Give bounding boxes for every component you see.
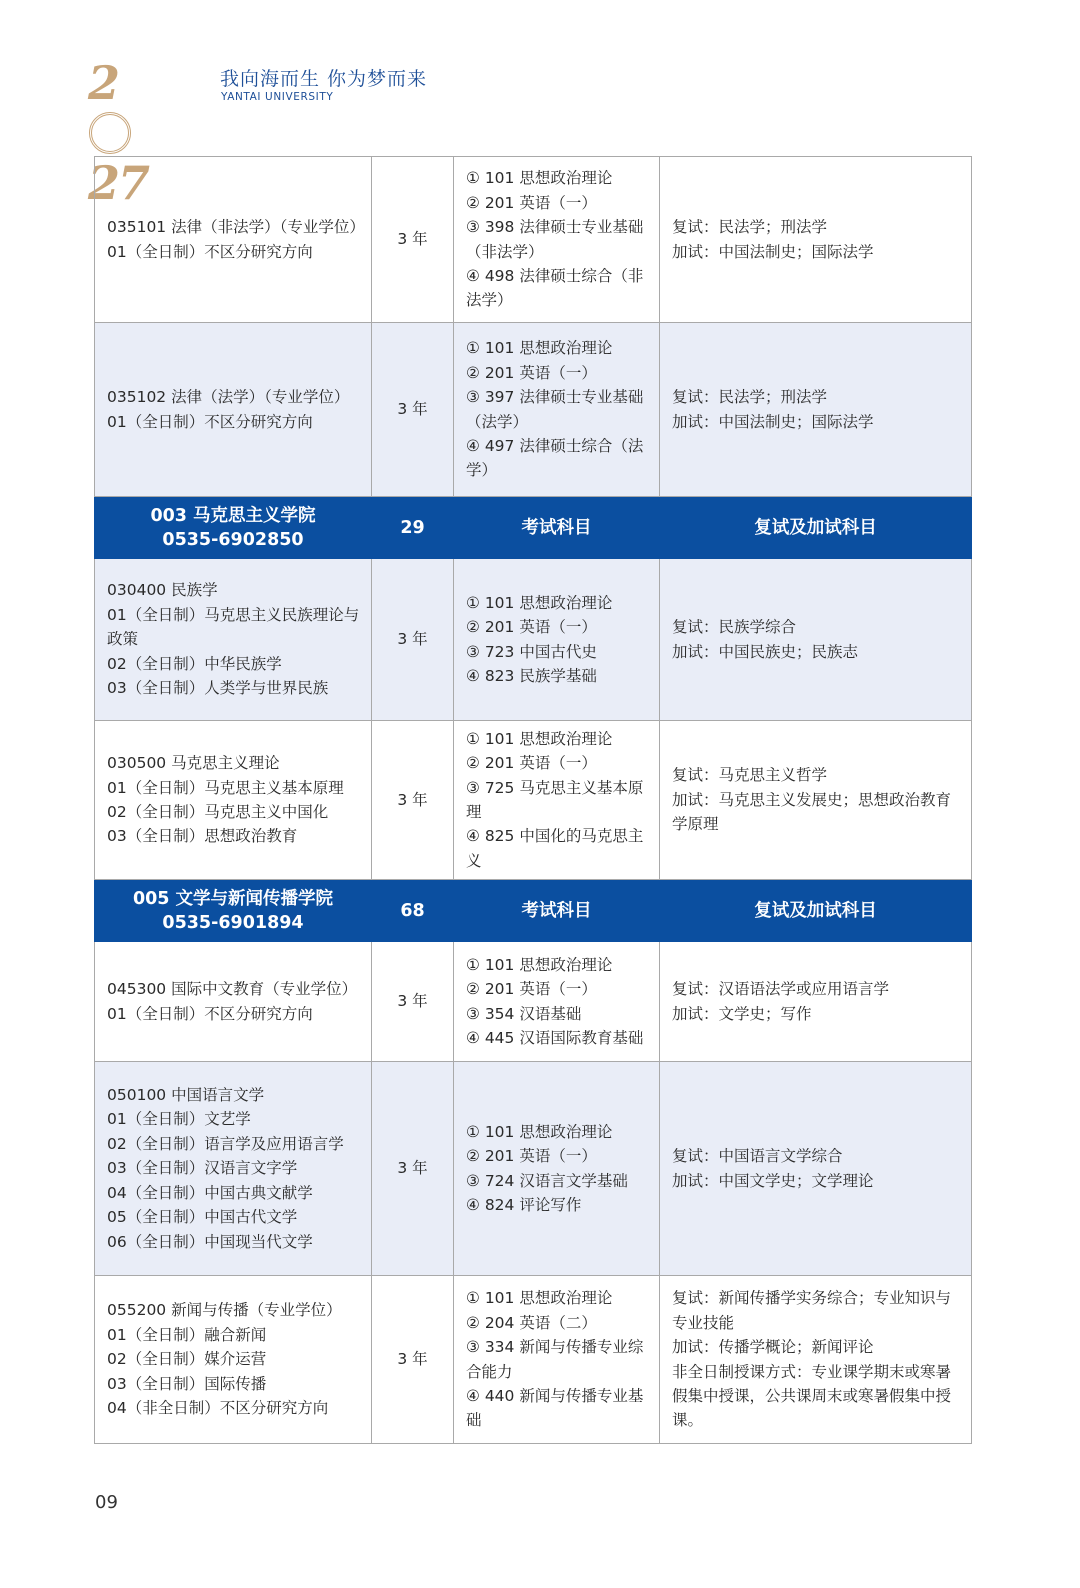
program-line: 01（全日制）融合新闻 [107, 1325, 267, 1344]
program-cell [95, 721, 372, 880]
enrollment-count: 68 [372, 880, 454, 942]
program-line: 01（全日制）不区分研究方向 [107, 412, 313, 431]
retest-line: 非全日制授课方式：专业课学期末或寒暑假集中授课，公共课周末或寒暑假集中授课。 [672, 1362, 952, 1430]
department-cell [95, 880, 372, 942]
retest-line: 加试：中国文学史；文学理论 [672, 1171, 874, 1190]
program-row [95, 942, 972, 1062]
exam-subject: ② 201 英语（一） [466, 363, 597, 382]
exam-subject: ③ 725 马克思主义基本原理 [466, 778, 644, 821]
program-line: 01（全日制）马克思主义基本原理 [107, 778, 344, 797]
program-line: 03（全日制）汉语言文字学 [107, 1159, 298, 1178]
exam-subject: ④ 823 民族学基础 [466, 666, 597, 685]
department-name: 005 文学与新闻传播学院 [132, 888, 334, 909]
exam-subjects-cell [454, 721, 660, 880]
admissions-table [94, 156, 972, 1444]
program-cell [95, 559, 372, 721]
study-duration: 3 年 [372, 157, 454, 323]
department-phone: 0535-6902850 [162, 529, 304, 550]
program-line: 055200 新闻与传播（专业学位） [107, 1301, 342, 1320]
exam-subject: ① 101 思想政治理论 [466, 955, 613, 974]
program-line: 045300 国际中文教育（专业学位） [107, 980, 358, 999]
exam-subject: ② 201 英语（一） [466, 193, 597, 212]
exam-subject: ② 201 英语（一） [466, 618, 597, 637]
retest-subjects-heading: 复试及加试科目 [660, 497, 972, 559]
year-digit-2a: 2 [88, 56, 119, 110]
exam-subjects-heading: 考试科目 [454, 497, 660, 559]
program-line: 02（全日制）媒介运营 [107, 1350, 267, 1369]
exam-subject: ④ 825 中国化的马克思主义 [466, 827, 644, 870]
program-line: 035102 法律（法学）（专业学位） [107, 388, 350, 407]
program-line: 03（全日制）国际传播 [107, 1374, 267, 1393]
exam-subject: ③ 724 汉语言文学基础 [466, 1171, 628, 1190]
program-line: 05（全日制）中国古代文学 [107, 1208, 298, 1227]
exam-subject: ① 101 思想政治理论 [466, 1122, 613, 1141]
year-digits-27: 27 [88, 156, 149, 210]
study-duration: 3 年 [372, 1276, 454, 1444]
program-line: 050100 中国语言文学 [107, 1086, 265, 1105]
retest-subjects-heading: 复试及加试科目 [660, 880, 972, 942]
retest-cell [660, 1276, 972, 1444]
exam-subject: ④ 445 汉语国际教育基础 [466, 1028, 644, 1047]
program-row [95, 1276, 972, 1444]
retest-line: 加试：文学史；写作 [672, 1004, 812, 1023]
program-line: 030500 马克思主义理论 [107, 754, 280, 773]
department-header-row [95, 497, 972, 559]
exam-subject: ① 101 思想政治理论 [466, 729, 613, 748]
exam-subject: ② 201 英语（一） [466, 1147, 597, 1166]
exam-subject: ① 101 思想政治理论 [466, 169, 613, 188]
exam-subject: ② 204 英语（二） [466, 1313, 597, 1332]
retest-cell [660, 157, 972, 323]
retest-line: 复试：汉语语法学或应用语言学 [672, 980, 890, 999]
study-duration: 3 年 [372, 559, 454, 721]
program-line: 04（全日制）中国古典文献学 [107, 1183, 313, 1202]
retest-cell [660, 942, 972, 1062]
exam-subject: ① 101 思想政治理论 [466, 593, 613, 612]
university-seal-icon [89, 112, 131, 154]
study-duration: 3 年 [372, 942, 454, 1062]
program-line: 01（全日制）不区分研究方向 [107, 242, 313, 261]
exam-subject: ④ 498 法律硕士综合（非法学） [466, 266, 644, 310]
exam-subjects-cell [454, 1062, 660, 1276]
exam-subject: ③ 397 法律硕士专业基础（法学） [466, 388, 644, 431]
retest-line: 复试：马克思主义哲学 [672, 766, 828, 785]
program-line: 035101 法律（非法学）（专业学位） [107, 218, 365, 237]
program-row [95, 323, 972, 497]
program-line: 04（非全日制）不区分研究方向 [107, 1399, 329, 1418]
study-duration: 3 年 [372, 323, 454, 497]
page-number: 09 [95, 1492, 118, 1513]
retest-line: 复试：民法学；刑法学 [672, 218, 828, 237]
slogan-english: YANTAI UNIVERSITY [221, 91, 334, 103]
exam-subject: ② 201 英语（一） [466, 980, 597, 999]
program-cell [95, 1276, 372, 1444]
program-line: 030400 民族学 [107, 581, 218, 600]
program-line: 03（全日制）人类学与世界民族 [107, 679, 329, 698]
program-row [95, 559, 972, 721]
retest-line: 加试：中国民族史；民族志 [672, 642, 859, 661]
study-duration: 3 年 [372, 721, 454, 880]
retest-line: 复试：民法学；刑法学 [672, 388, 828, 407]
retest-line: 加试：中国法制史；国际法学 [672, 412, 874, 431]
program-cell [95, 942, 372, 1062]
program-cell [95, 323, 372, 497]
program-line: 02（全日制）语言学及应用语言学 [107, 1134, 344, 1153]
department-header-row [95, 880, 972, 942]
exam-subjects-cell [454, 942, 660, 1062]
retest-cell [660, 1062, 972, 1276]
program-line: 01（全日制）不区分研究方向 [107, 1004, 313, 1023]
retest-line: 加试：中国法制史；国际法学 [672, 242, 874, 261]
exam-subject: ① 101 思想政治理论 [466, 339, 613, 358]
enrollment-count: 29 [372, 497, 454, 559]
exam-subjects-cell [454, 323, 660, 497]
exam-subjects-cell [454, 1276, 660, 1444]
program-row [95, 721, 972, 880]
program-cell [95, 1062, 372, 1276]
program-cell [95, 157, 372, 323]
program-line: 01（全日制）文艺学 [107, 1110, 251, 1129]
retest-line: 复试：新闻传播学实务综合；专业知识与专业技能 [672, 1289, 952, 1332]
retest-line: 加试：马克思主义发展史；思想政治教育学原理 [672, 790, 952, 834]
exam-subject: ③ 354 汉语基础 [466, 1004, 582, 1023]
retest-line: 加试：传播学概论；新闻评论 [672, 1338, 874, 1357]
retest-line: 复试：中国语言文学综合 [672, 1147, 843, 1166]
program-line: 03（全日制）思想政治教育 [107, 827, 298, 846]
program-line: 02（全日制）马克思主义中国化 [107, 803, 329, 821]
program-line: 06（全日制）中国现当代文学 [107, 1232, 313, 1251]
exam-subject: ③ 334 新闻与传播专业综合能力 [466, 1338, 644, 1381]
exam-subject: ③ 398 法律硕士专业基础（非法学） [466, 218, 644, 261]
slogan: 我向海而生 你为梦而来 [220, 68, 428, 90]
exam-subject: ① 101 思想政治理论 [466, 1289, 613, 1308]
exam-subject: ④ 824 评论写作 [466, 1195, 582, 1214]
study-duration: 3 年 [372, 1062, 454, 1276]
exam-subject: ④ 497 法律硕士综合（法学） [466, 436, 644, 480]
retest-cell [660, 323, 972, 497]
department-name: 003 马克思主义学院 [150, 505, 316, 526]
department-cell [95, 497, 372, 559]
exam-subjects-cell [454, 559, 660, 721]
retest-cell [660, 559, 972, 721]
program-row [95, 1062, 972, 1276]
program-line: 01（全日制）马克思主义民族理论与政策 [107, 605, 360, 649]
department-phone: 0535-6901894 [162, 912, 304, 933]
exam-subject: ② 201 英语（一） [466, 754, 597, 773]
exam-subject: ③ 723 中国古代史 [466, 642, 597, 661]
retest-line: 复试：民族学综合 [672, 618, 797, 637]
exam-subject: ④ 440 新闻与传播专业基础 [466, 1386, 644, 1430]
exam-subjects-cell [454, 157, 660, 323]
retest-cell [660, 721, 972, 880]
exam-subjects-heading: 考试科目 [454, 880, 660, 942]
program-line: 02（全日制）中华民族学 [107, 654, 282, 673]
program-row [95, 157, 972, 323]
